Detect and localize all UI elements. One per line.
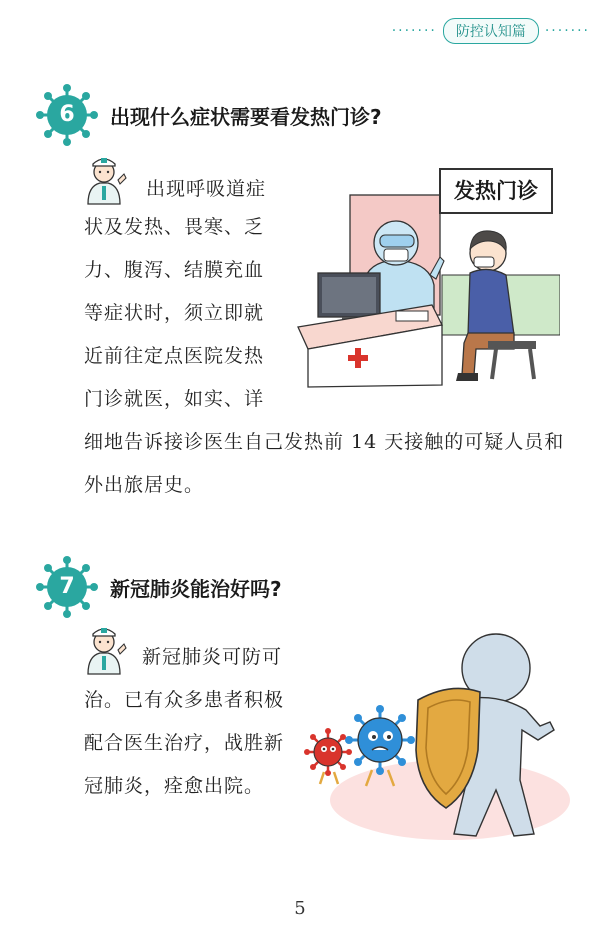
fever-clinic-illustration (292, 165, 560, 395)
virus-badge-icon (36, 84, 98, 146)
chapter-label: 防控认知篇 (443, 18, 539, 44)
chapter-tag (392, 18, 590, 44)
section-number: 6 (59, 102, 75, 127)
paragraph-line: 等症状时，须立即就 (84, 302, 265, 324)
paragraph-line: 治。已有众多患者积极 (84, 689, 285, 711)
shield-virus-illustration (300, 630, 570, 850)
paragraph-line: 状及发热、畏寒、乏 (84, 216, 265, 238)
section-7-heading (36, 556, 282, 618)
section-number: 7 (59, 574, 75, 599)
section-title: 新冠肺炎能治好吗? (110, 576, 282, 601)
dots-left: ······· (391, 23, 437, 39)
doctor-icon (80, 620, 128, 676)
paragraph-line: 细地告诉接诊医生自己发热前 14 天接触的可疑人员和 (84, 431, 565, 453)
paragraph-line: 出现呼吸道症 (146, 178, 267, 200)
dots-right: ······· (544, 23, 590, 39)
page-number: 5 (294, 898, 306, 919)
paragraph-line: 近前往定点医院发热 (84, 345, 265, 367)
paragraph-line: 门诊就医，如实、详 (84, 388, 265, 410)
doctor-icon (80, 150, 128, 206)
paragraph-line: 外出旅居史。 (84, 474, 205, 496)
section-6-heading (36, 84, 382, 146)
section-title: 出现什么症状需要看发热门诊? (110, 104, 382, 129)
paragraph-line: 新冠肺炎可防可 (142, 646, 283, 668)
paragraph-line: 配合医生治疗，战胜新 (84, 732, 285, 754)
virus-badge-icon (36, 556, 98, 618)
paragraph-line: 冠肺炎，痊愈出院。 (84, 775, 265, 797)
paragraph-line: 力、腹泻、结膜充血 (84, 259, 265, 281)
fever-clinic-sign: 发热门诊 (454, 179, 538, 203)
